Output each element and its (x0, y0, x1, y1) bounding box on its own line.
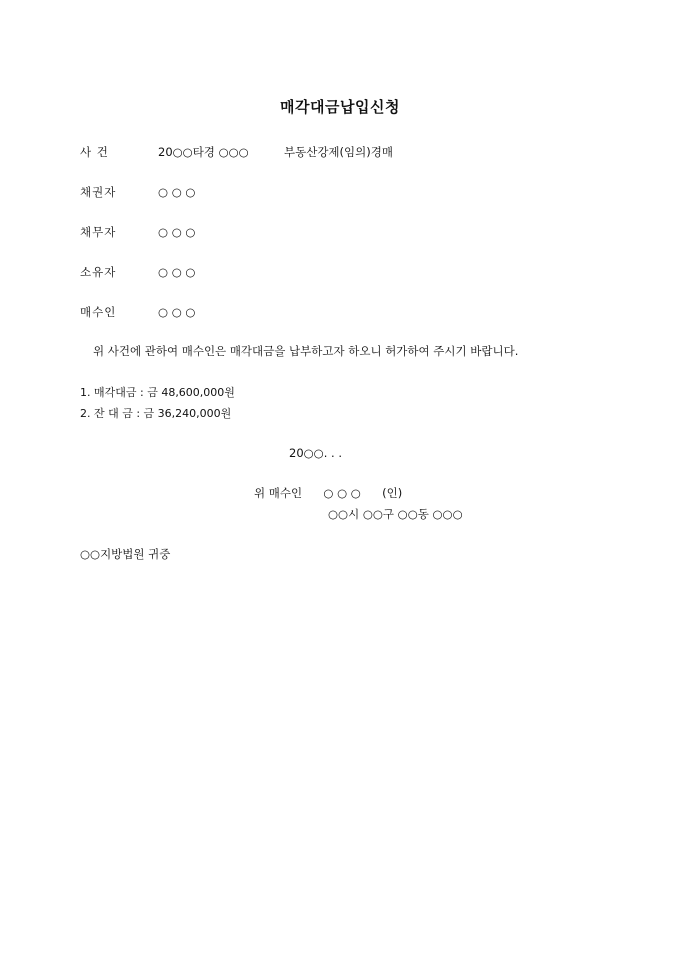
field-label: 매수인 (80, 305, 117, 319)
document-date: 20○○. . . (289, 446, 342, 460)
field-value: ○ ○ ○ (158, 185, 196, 199)
field-buyer (80, 304, 195, 320)
field-value: ○ ○ ○ (158, 305, 196, 319)
signer-seal: (인) (382, 486, 403, 500)
payment-item: 1. 매각대금 : 금 48,600,000원 (80, 386, 235, 399)
signer-address: ○○시 ○○구 ○○동 ○○○ (328, 507, 463, 521)
field-label: 소유자 (80, 265, 117, 279)
signer-label: 위 매수인 (254, 486, 303, 500)
field-owner (80, 264, 195, 280)
field-label: 채권자 (80, 185, 117, 199)
document-title: 매각대금납입신청 (280, 98, 400, 116)
signer-line (254, 485, 402, 501)
field-label: 사 건 (80, 145, 109, 159)
field-creditor (80, 184, 195, 200)
field-debtor (80, 224, 195, 240)
field-case (80, 144, 393, 160)
signer-name: ○ ○ ○ (323, 486, 361, 500)
payment-item: 2. 잔 대 금 : 금 36,240,000원 (80, 407, 232, 420)
court-addressee: ○○지방법원 귀중 (80, 547, 171, 561)
field-value: ○ ○ ○ (158, 225, 196, 239)
field-label: 채무자 (80, 225, 117, 239)
field-extra: 부동산강제(임의)경매 (284, 145, 393, 159)
field-value: 20○○타경 ○○○ (158, 145, 249, 159)
body-paragraph: 위 사건에 관하여 매수인은 매각대금을 납부하고자 하오니 허가하여 주시기 바랍니다. (93, 344, 519, 358)
field-value: ○ ○ ○ (158, 265, 196, 279)
